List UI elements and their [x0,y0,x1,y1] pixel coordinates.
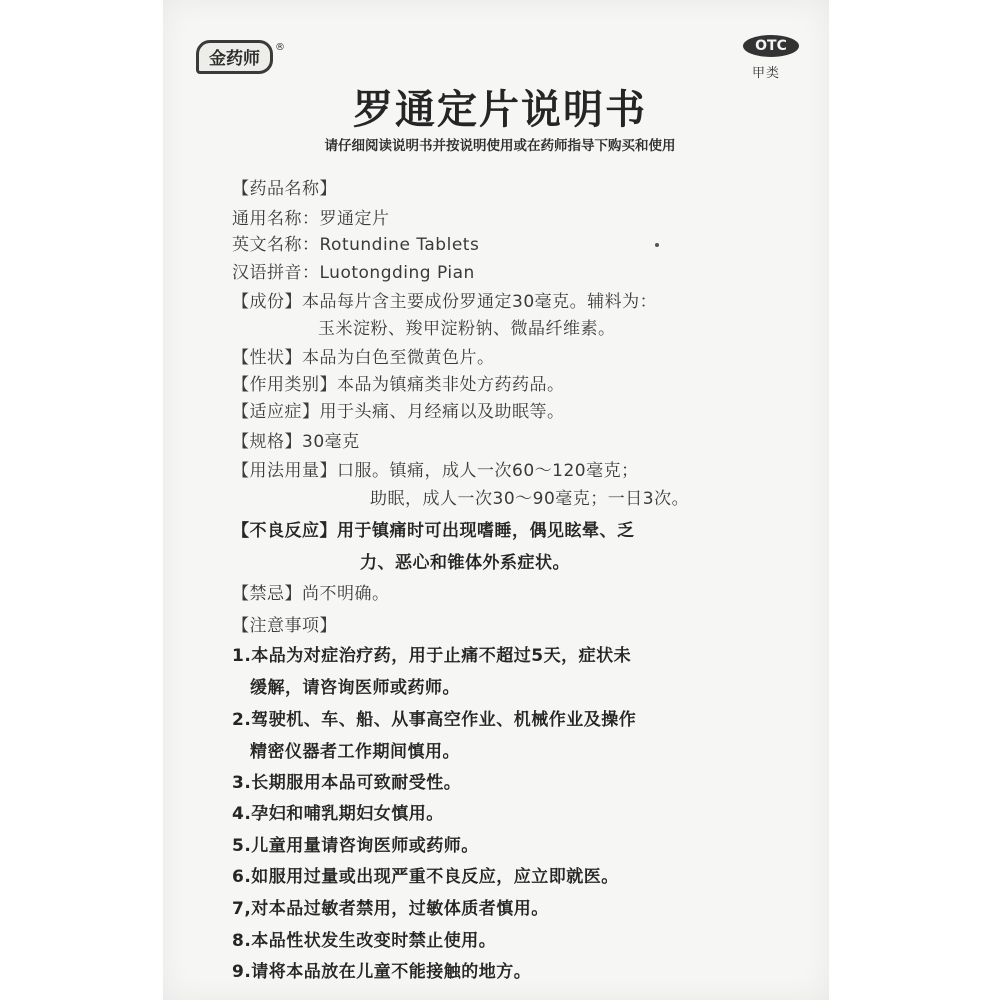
description: 【性状】本品为白色至微黄色片。 [232,348,495,368]
drug-name-heading: 【药品名称】 [232,179,337,199]
page-subtitle: 请仔细阅读说明书并按说明使用或在药师指导下购买和使用 [324,138,676,154]
precaution-item: 1.本品为对症治疗药，用于止痛不超过5天，症状未 [232,646,632,666]
precaution-item: 2.驾驶机、车、船、从事高空作业、机械作业及操作 [232,710,637,730]
otc-class-label: 甲类 [752,66,781,81]
brand-logo [196,40,285,74]
registered-mark: ® [275,41,285,53]
composition-line-1: 【成份】本品每片含主要成份罗通定30毫克。辅料为： [232,292,658,312]
dosage-line-2: 助眠，成人一次30～90毫克；一日3次。 [370,489,690,509]
category: 【作用类别】本品为镇痛类非处方药药品。 [232,375,565,395]
paper-speck [655,243,659,247]
adverse-reactions-line-2: 力、恶心和锥体外系症状。 [360,553,570,573]
dosage-line-1: 【用法用量】口服。镇痛，成人一次60～120毫克； [232,461,639,481]
specification: 【规格】30毫克 [232,432,360,452]
precaution-item: 精密仪器者工作期间慎用。 [250,742,460,762]
precaution-item: 4.孕妇和哺乳期妇女慎用。 [232,804,444,824]
precautions-heading: 【注意事项】 [232,616,337,636]
precaution-item: 3.长期服用本品可致耐受性。 [232,773,462,793]
precaution-item: 6.如服用过量或出现严重不良反应，应立即就医。 [232,867,619,887]
precaution-item: 9.请将本品放在儿童不能接触的地方。 [232,962,532,982]
precaution-item: 8.本品性状发生改变时禁止使用。 [232,931,497,951]
precaution-item: 7,对本品过敏者禁用，过敏体质者慎用。 [232,899,549,919]
otc-badge: OTC [743,35,799,57]
contraindications: 【禁忌】尚不明确。 [232,584,390,604]
english-name: 英文名称：Rotundine Tablets [232,235,480,255]
precaution-item: 5.儿童用量请咨询医师或药师。 [232,836,479,856]
generic-name: 通用名称：罗通定片 [232,209,390,229]
precaution-item: 缓解，请咨询医师或药师。 [250,678,460,698]
indications: 【适应症】用于头痛、月经痛以及助眠等。 [232,402,565,422]
composition-line-2: 玉米淀粉、羧甲淀粉钠、微晶纤维素。 [318,319,616,339]
adverse-reactions-line-1: 【不良反应】用于镇痛时可出现嗜睡，偶见眩晕、乏 [232,521,635,541]
pinyin-name: 汉语拼音：Luotongding Pian [232,263,475,283]
brand-logo-text: 金药师 [196,40,273,74]
page-title: 罗通定片说明书 [353,87,647,133]
